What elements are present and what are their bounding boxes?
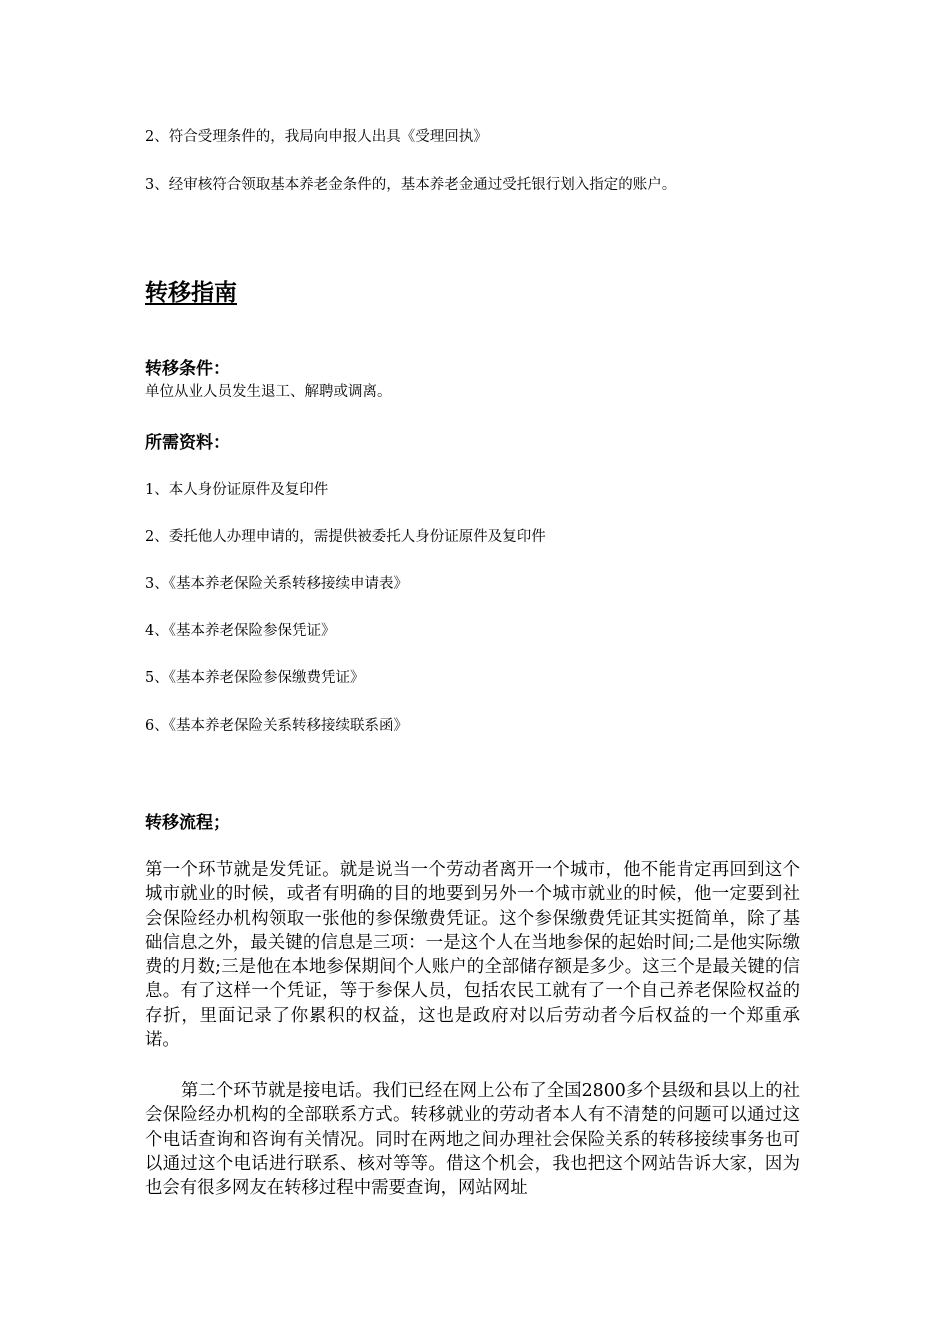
materials-item: 3、《基本养老保险关系转移接续申请表》 bbox=[145, 576, 408, 592]
top-item-2: 2、符合受理条件的，我局向申报人出具《受理回执》 bbox=[145, 129, 488, 145]
materials-item: 2、委托他人办理申请的，需提供被委托人身份证原件及复印件 bbox=[145, 529, 546, 545]
process-heading: 转移流程； bbox=[145, 813, 230, 833]
section-title: 转移指南 bbox=[145, 280, 237, 306]
materials-item: 4、《基本养老保险参保凭证》 bbox=[145, 623, 336, 639]
top-item-3: 3、经审核符合领取基本养老金条件的，基本养老金通过受托银行划入指定的账户。 bbox=[145, 177, 677, 193]
materials-item: 5、《基本养老保险参保缴费凭证》 bbox=[145, 670, 365, 686]
materials-item: 1、本人身份证原件及复印件 bbox=[145, 482, 329, 498]
process-paragraph-1: 第一个环节就是发凭证。就是说当一个劳动者离开一个城市，他不能肯定再回到这个城市就业的时候，或者有明确的目的地要到另外一个城市就业的时候，他一定要到社会保险经办机构领取一张他的参保缴费凭证。这个参保缴费凭证其实挺简单，除了基础信息之外，最关键的信息是三项：一是这个人在当地参保的起始时间;二是他实际缴费的月数;三是他在本地参保期间个人账户的全部储存额是多少。这三个是最关键的信息。有了这样一个凭证，等于参保人员，包括农民工就有了一个自己养老保险权益的存折，里面记录了你累积的权益，这也是政府对以后劳动者今后权益的一个郑重承诺。 bbox=[145, 860, 800, 1051]
materials-heading: 所需资料： bbox=[145, 433, 230, 453]
conditions-heading: 转移条件： bbox=[145, 359, 230, 379]
process-paragraph-2: 第二个环节就是接电话。我们已经在网上公布了全国2800多个县级和县以上的社会保险经办机构的全部联系方式。转移就业的劳动者本人有不清楚的问题可以通过这个电话查询和咨询有关情况。同时在两地之间办理社会保险关系的转移接续事务也可以通过这个电话进行联系、核对等等。借这个机会，我也把这个网站告诉大家，因为也会有很多网友在转移过程中需要查询，网站网址 bbox=[145, 1081, 800, 1199]
conditions-text: 单位从业人员发生退工、解聘或调离。 bbox=[145, 384, 392, 400]
materials-item: 6、《基本养老保险关系转移接续联系函》 bbox=[145, 718, 408, 734]
